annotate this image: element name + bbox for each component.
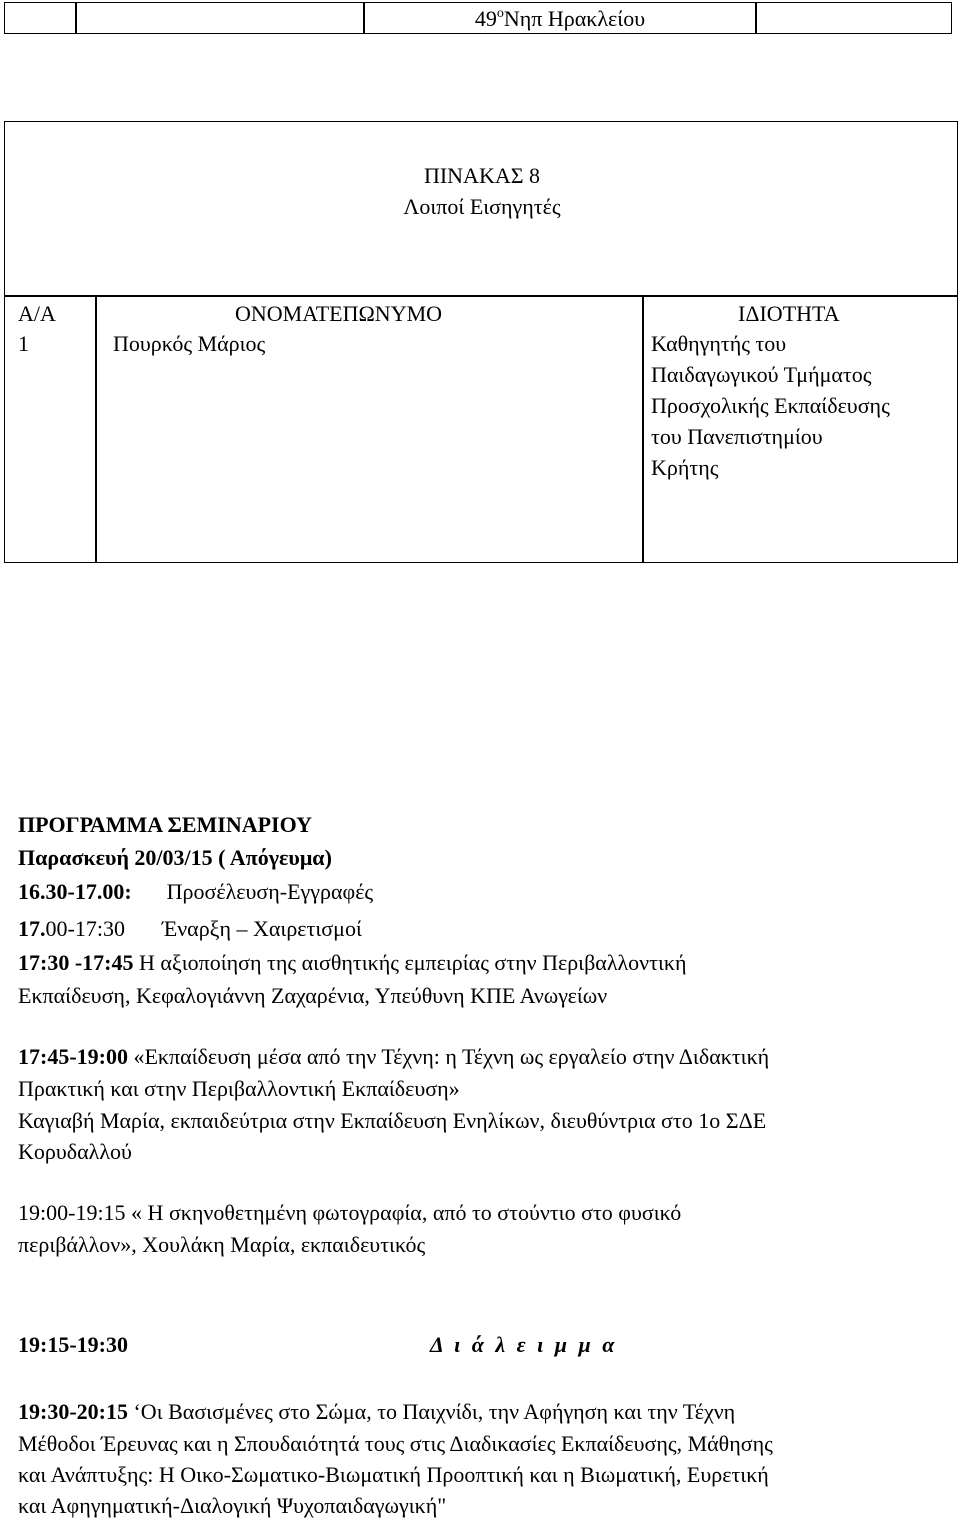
col-header-aa: Α/Α <box>18 301 56 326</box>
table-header-line <box>5 295 957 297</box>
cell-aa: 1 <box>18 331 29 356</box>
program-heading: ΠΡΟΓΡΑΜΜΑ ΣΕΜΙΝΑΡΙΟΥ <box>18 812 313 837</box>
item-text: ‘Οι Βασισμένες στο Σώμα, το Παιχνίδι, την Αφήγηση και την Τέχνη <box>133 1399 736 1424</box>
col-header-role: ΙΔΙΟΤΗΤΑ <box>738 301 840 326</box>
table-column-divider <box>95 295 97 562</box>
break-label: Δ ι ά λ ε ι μ μ α <box>430 1332 618 1357</box>
cell-name: Πουρκός Μάριος <box>113 331 266 356</box>
item-time: 19:30-20:15 <box>18 1399 128 1424</box>
item-text: Έναρξη – Χαιρετισμοί <box>161 916 362 941</box>
item-time: 17. <box>18 916 46 941</box>
speakers-table <box>4 121 958 563</box>
break-time: 19:15-19:30 <box>18 1332 128 1357</box>
item-text: Προσέλευση-Εγγραφές <box>166 879 374 904</box>
header-divider <box>75 3 77 33</box>
program-item-line: και Αφηγηματική-Διαλογική Ψυχοπαιδαγωγική" <box>18 1493 447 1518</box>
program-item-line: Πρακτική και στην Περιβαλλοντική Εκπαίδευση» <box>18 1076 460 1101</box>
header-divider <box>755 3 757 33</box>
program-date: Παρασκευή 20/03/15 ( Απόγευμα) <box>18 845 332 870</box>
program-item-line: Καγιαβή Μαρία, εκπαιδεύτρια στην Εκπαίδευση Ενηλίκων, διευθύντρια στο 1ο ΣΔΕ <box>18 1108 767 1133</box>
item-time: 16.30-17.00: <box>18 879 132 904</box>
role-line: Κρήτης <box>651 455 719 480</box>
kindergarten-name: Νηπ Ηρακλείου <box>503 6 646 31</box>
item-text: Η αξιοποίηση της αισθητικής εμπειρίας στην Περιβαλλοντική <box>138 950 687 975</box>
item-text: «Εκπαίδευση μέσα από την Τέχνη: η Τέχνη ως εργαλείο στην Διδακτική <box>133 1044 770 1069</box>
program-item-line: περιβάλλον», Χουλάκη Μαρία, εκπαιδευτικός <box>18 1232 426 1257</box>
col-header-name: ΟΝΟΜΑΤΕΠΩΝΥΜΟ <box>235 301 443 326</box>
item-time: 17:45-19:00 <box>18 1044 128 1069</box>
table-subtitle: Λοιποί Εισηγητές <box>403 194 561 219</box>
table-title: ΠΙΝΑΚΑΣ 8 <box>423 163 541 188</box>
table-column-divider <box>642 295 644 562</box>
header-table <box>4 2 952 34</box>
role-line: του Πανεπιστημίου <box>651 424 823 449</box>
program-item-line: Μέθοδοι Έρευνας και η Σπουδαιότητά τους στις Διαδικασίες Εκπαίδευσης, Μάθησης <box>18 1431 773 1456</box>
program-item <box>18 1396 735 1427</box>
program-item-line: 19:00-19:15 « Η σκηνοθετημένη φωτογραφία, από το στούντιο στο φυσικό <box>18 1200 682 1225</box>
role-line: Καθηγητής του <box>651 331 787 356</box>
program-item <box>18 947 686 978</box>
cell-role <box>651 328 890 483</box>
role-line: Παιδαγωγικού Τμήματος <box>651 362 872 387</box>
program-item <box>18 913 362 944</box>
kindergarten-number: 49 <box>474 6 497 31</box>
program-item-line: Εκπαίδευση, Κεφαλογιάννη Ζαχαρένια, Υπεύθυνη ΚΠΕ Ανωγείων <box>18 983 608 1008</box>
program-item <box>18 1041 769 1072</box>
program-item <box>18 876 373 907</box>
program-item-line: και Ανάπτυξης: Η Οικο-Σωματικο-Βιωματική Προοπτική και η Βιωματική, Ευρετική <box>18 1462 769 1487</box>
header-kindergarten <box>365 3 755 33</box>
program-item-line: Κορυδαλλού <box>18 1139 132 1164</box>
item-time: 00-17:30 <box>45 916 125 941</box>
item-time: 17:30 -17:45 <box>18 950 134 975</box>
role-line: Προσχολικής Εκπαίδευσης <box>651 393 890 418</box>
kindergarten-ordinal: ο <box>496 6 504 21</box>
